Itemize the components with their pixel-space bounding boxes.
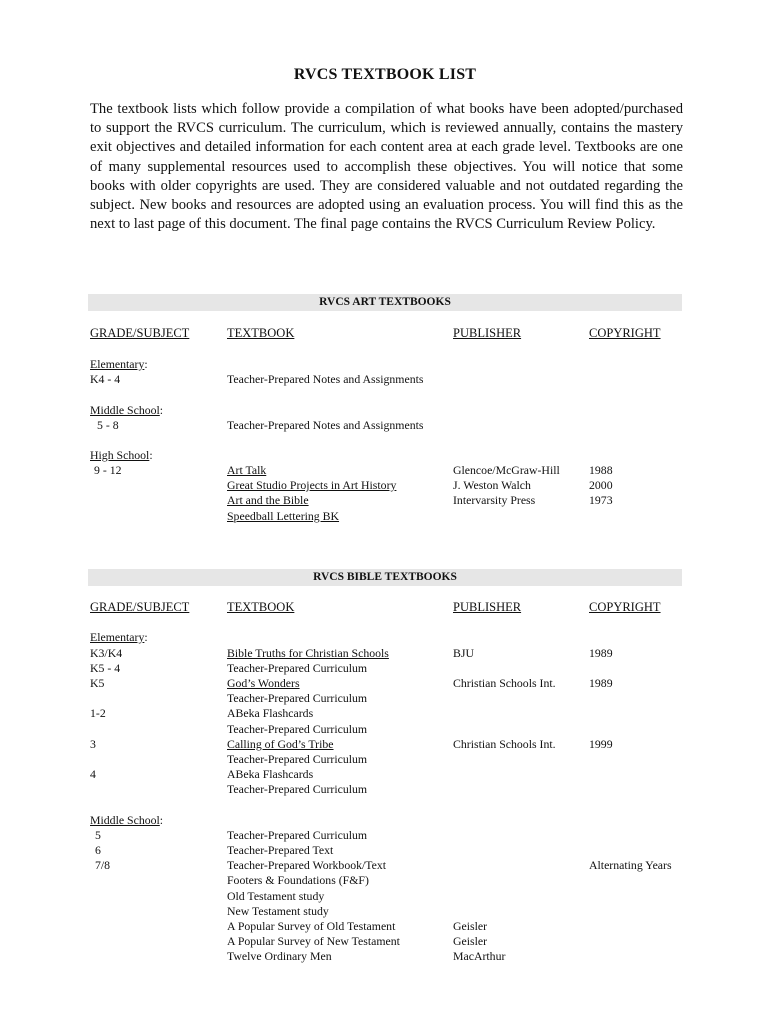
bible-el-grade-4: 1-2	[90, 706, 106, 720]
bible-ms-text-6: A Popular Survey of Old Testament	[227, 919, 396, 933]
bible-ms-text-2: Teacher-Prepared Workbook/Text	[227, 858, 387, 872]
bible-el-text-9: Teacher-Prepared Curriculum	[227, 782, 368, 796]
bible-el-text-3: Teacher-Prepared Curriculum	[227, 691, 368, 705]
bible-el-text-2: God’s Wonders	[227, 676, 300, 690]
bible-col-textbook: TEXTBOOK	[227, 600, 295, 614]
art-middle-label: Middle School:	[90, 403, 164, 417]
bible-el-text-5: Teacher-Prepared Curriculum	[227, 722, 368, 736]
bible-ms-publisher-6: Geisler	[453, 919, 488, 933]
bible-ms-text-4: Old Testament study	[227, 889, 325, 903]
art-high-publisher-2: Intervarsity Press	[453, 493, 536, 507]
art-high-text-3: Speedball Lettering BK	[227, 509, 340, 523]
art-high-publisher-1: J. Weston Walch	[453, 478, 531, 492]
bible-ms-grade-2: 7/8	[95, 858, 111, 872]
bible-ms-text-0: Teacher-Prepared Curriculum	[227, 828, 368, 842]
page-title: RVCS TEXTBOOK LIST	[293, 66, 477, 83]
bible-el-text-6: Calling of God’s Tribe	[227, 737, 334, 751]
art-high-publisher-0: Glencoe/McGraw-Hill	[453, 463, 560, 477]
bible-elementary-label: Elementary:	[90, 630, 148, 644]
art-high-copyright-1: 2000	[589, 478, 613, 492]
bible-middle-label: Middle School:	[90, 813, 164, 827]
art-col-textbook: TEXTBOOK	[227, 326, 295, 340]
art-col-publisher: PUBLISHER	[453, 326, 522, 340]
bible-ms-text-3: Footers & Foundations (F&F)	[227, 873, 369, 887]
art-high-copyright-0: 1988	[589, 463, 613, 477]
bible-el-text-1: Teacher-Prepared Curriculum	[227, 661, 368, 675]
bible-el-text-7: Teacher-Prepared Curriculum	[227, 752, 368, 766]
art-section-heading: RVCS ART TEXTBOOKS	[88, 294, 682, 311]
bible-section-heading: RVCS BIBLE TEXTBOOKS	[88, 569, 682, 586]
art-high-copyright-2: 1973	[589, 493, 613, 507]
bible-el-grade-6: 3	[90, 737, 96, 751]
art-high-grade: 9 - 12	[94, 463, 122, 477]
bible-ms-text-8: Twelve Ordinary Men	[227, 949, 332, 963]
bible-el-grade-8: 4	[90, 767, 96, 781]
bible-el-publisher-2: Christian Schools Int.	[453, 676, 556, 690]
art-middle-grade: 5 - 8	[97, 418, 119, 432]
bible-el-text-4: ABeka Flashcards	[227, 706, 314, 720]
art-high-text-0: Art Talk	[227, 463, 267, 477]
art-elementary-text: Teacher-Prepared Notes and Assignments	[227, 372, 424, 386]
bible-ms-text-5: New Testament study	[227, 904, 329, 918]
art-high-label: High School:	[90, 448, 153, 462]
bible-el-publisher-6: Christian Schools Int.	[453, 737, 556, 751]
bible-ms-publisher-8: MacArthur	[453, 949, 506, 963]
bible-ms-grade-0: 5	[95, 828, 101, 842]
art-elementary-label: Elementary:	[90, 357, 148, 371]
bible-el-copyright-6: 1999	[589, 737, 613, 751]
art-high-text-1: Great Studio Projects in Art History	[227, 478, 397, 492]
bible-el-copyright-0: 1989	[589, 646, 613, 660]
bible-el-text-8: ABeka Flashcards	[227, 767, 314, 781]
bible-ms-copyright-2: Alternating Years	[589, 858, 672, 872]
bible-ms-text-1: Teacher-Prepared Text	[227, 843, 334, 857]
bible-col-publisher: PUBLISHER	[453, 600, 522, 614]
bible-el-copyright-2: 1989	[589, 676, 613, 690]
intro-paragraph: The textbook lists which follow provide a compilation of what books have been adopted/purchased to support the RVCS curriculum. The curriculum, which is reviewed annually, contains the mastery exit objectives and detailed information for each content area at each grade level. Textbooks are one of many supplemental resources used to accomplish these objectives. You will notice that some books with older copyrights are used. They are considered valuable and not outdated regarding the subject. New books and resources are adopted using an evaluation process. You will find this as the next to last page of this document. The final page contains the RVCS Curriculum Review Policy.	[90, 101, 683, 233]
bible-col-copyright: COPYRIGHT	[589, 600, 661, 614]
art-col-grade: GRADE/SUBJECT	[90, 326, 190, 340]
art-high-text-2: Art and the Bible	[227, 493, 309, 507]
art-elementary-grade: K4 - 4	[90, 372, 121, 386]
art-col-copyright: COPYRIGHT	[589, 326, 661, 340]
bible-col-grade: GRADE/SUBJECT	[90, 600, 190, 614]
bible-el-text-0: Bible Truths for Christian Schools	[227, 646, 389, 660]
bible-el-publisher-0: BJU	[453, 646, 474, 660]
bible-el-grade-0: K3/K4	[90, 646, 123, 660]
bible-ms-publisher-7: Geisler	[453, 934, 488, 948]
bible-ms-grade-1: 6	[95, 843, 101, 857]
art-middle-text: Teacher-Prepared Notes and Assignments	[227, 418, 424, 432]
bible-ms-text-7: A Popular Survey of New Testament	[227, 934, 400, 948]
bible-el-grade-2: K5	[90, 676, 105, 690]
bible-el-grade-1: K5 - 4	[90, 661, 121, 675]
